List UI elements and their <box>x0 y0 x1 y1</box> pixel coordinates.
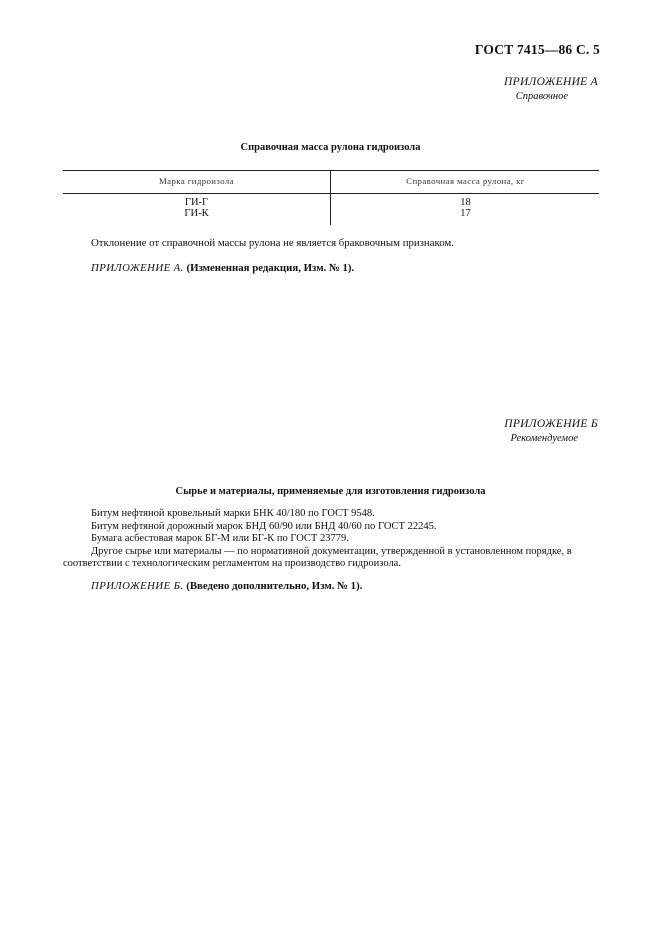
appendix-b-title: Сырье и материалы, применяемые для изготовления гидроизола <box>175 486 486 497</box>
list-item: Бумага асбестовая марок БГ-М или БГ-К по ГОСТ 23779. <box>91 533 349 545</box>
appendix-b-edit-text: (Введено дополнительно, Изм. № 1). <box>186 580 363 592</box>
appendix-b-edit-note <box>91 580 362 592</box>
appendix-a-label: ПРИЛОЖЕНИЕ А <box>504 76 598 88</box>
table-cell-mass-1: 18 <box>460 197 471 208</box>
roll-mass-table <box>63 170 599 225</box>
table-cell-grade-1: ГИ-Г <box>184 197 209 208</box>
materials-list <box>63 508 603 571</box>
appendix-b-kind: Рекомендуемое <box>510 433 578 444</box>
table-column-divider <box>330 170 331 225</box>
appendix-a-edit-text: (Измененная редакция, Изм. № 1). <box>186 262 355 274</box>
appendix-a-kind: Справочное <box>515 91 568 102</box>
list-item: Битум нефтяной кровельный марки БНК 40/180 по ГОСТ 9548. <box>91 508 375 519</box>
table-top-rule <box>63 170 599 171</box>
table-header-rule <box>63 193 599 194</box>
appendix-b-edit-label: ПРИЛОЖЕНИЕ Б. <box>91 580 184 592</box>
appendix-a-edit-label: ПРИЛОЖЕНИЕ А. <box>91 262 184 274</box>
table-header-grade: Марка гидроизола <box>158 176 235 186</box>
list-item: Другое сырье или материалы — по нормативной документации, утвержденной в установленном порядке, в соответствии с технологическим регламентом на производство гидроизола. <box>63 545 572 570</box>
page-header: ГОСТ 7415—86 С. 5 <box>474 42 600 57</box>
table-cell-mass-2: 17 <box>460 208 471 219</box>
appendix-a-title: Справочная масса рулона гидроизола <box>240 142 421 153</box>
appendix-a-edit-note <box>91 262 354 274</box>
list-item: Битум нефтяной дорожный марок БНД 60/90 или БНД 40/60 по ГОСТ 22245. <box>91 520 437 532</box>
table-header-mass: Справочная масса рулона, кг <box>406 176 525 186</box>
appendix-b-label: ПРИЛОЖЕНИЕ Б <box>504 418 598 430</box>
table-cell-grade-2: ГИ-К <box>184 208 209 219</box>
appendix-a-note: Отклонение от справочной массы рулона не является браковочным признаком. <box>91 237 454 249</box>
